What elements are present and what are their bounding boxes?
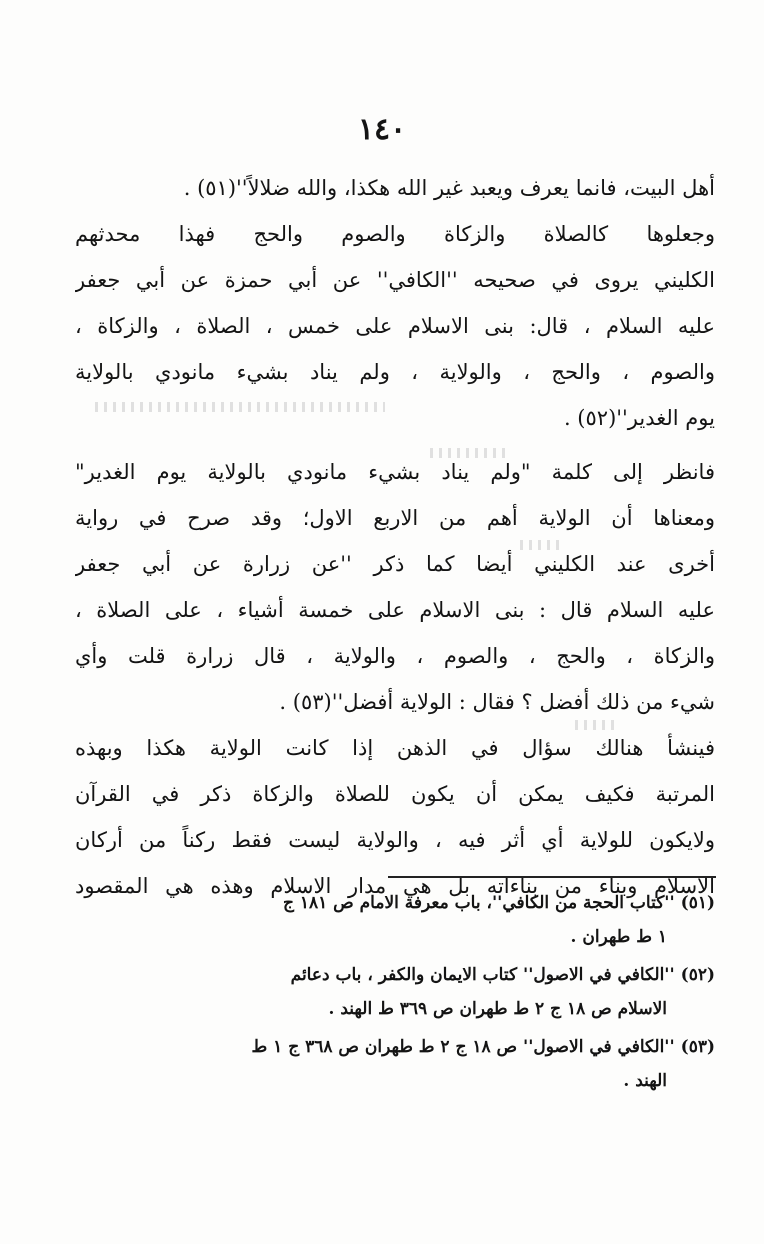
text-line: الكليني يروى في صحيحه ''الكافي'' عن أبي حمزة عن أبي جعفر: [75, 268, 715, 292]
text-line: ومعناها أن الولاية أهم من الاربع الاول؛ وقد صرح في رواية: [75, 506, 715, 530]
footnotes: [75, 886, 715, 1102]
paragraph-4: [75, 725, 715, 909]
text-line: فينشأ هنالك سؤال في الذهن إذا كانت الولاية هكذا وبهذه: [75, 736, 715, 760]
footnote-separator: [388, 876, 716, 878]
text-line: وجعلوها كالصلاة والزكاة والصوم والحج فهذا محدثهم: [75, 222, 715, 246]
text-line: عليه السلام قال : بنى الاسلام على خمسة أشياء ، على الصلاة ،: [75, 598, 715, 622]
text-line: فانظر إلى كلمة "ولم يناد بشيء مانودي بالولاية يوم الغدير": [75, 460, 715, 484]
footnote-53: [75, 1030, 715, 1098]
footnote-51: [75, 886, 715, 954]
footnote-52: [75, 958, 715, 1026]
text-line: ولايكون للولاية أي أثر فيه ، والولاية ليست فقط ركناً من أركان: [75, 828, 715, 852]
main-text: [75, 165, 715, 909]
scan-artifact: [520, 540, 560, 550]
footnote-line: الاسلام ص ١٨ ج ٢ ط طهران ص ٣٦٩ ط الهند .: [328, 999, 667, 1019]
paragraph-gap: [75, 441, 715, 449]
footnote-line: (٥٣) ''الكافي في الاصول'' ص ١٨ ج ٢ ط طهران ص ٣٦٨ ج ١ ط: [251, 1037, 715, 1057]
text-line: والزكاة ، والحج ، والصوم ، والولاية ، قال زرارة قلت وأي: [75, 644, 715, 668]
scan-artifact: [430, 448, 510, 458]
text-line: الاسلام وبناء من بناءاته بل هي مدار الاسلام وهذه هي المقصود: [75, 874, 715, 898]
text-line: أهل البيت، فانما يعرف ويعبد غير الله هكذا، والله ضلالاً''(٥١) .: [183, 176, 715, 200]
scan-artifact: [95, 402, 385, 412]
footnote-line: ١ ط طهران .: [570, 927, 667, 947]
text-line: المرتبة فكيف يمكن أن يكون للصلاة والزكاة ذكر في القرآن: [75, 782, 715, 806]
text-line: والصوم ، والحج ، والولاية ، ولم يناد بشيء مانودي بالولاية: [75, 360, 715, 384]
text-line: عليه السلام ، قال: بنى الاسلام على خمس ، الصلاة ، والزكاة ،: [75, 314, 715, 338]
page-number: ١٤٠: [357, 112, 407, 147]
footnote-line: الهند .: [623, 1071, 667, 1091]
text-line: أخرى عند الكليني أيضا كما ذكر ''عن زرارة عن أبي جعفر: [75, 552, 715, 576]
footnote-line: (٥١) ''كتاب الحجة من الكافي''، باب معرفة الامام ص ١٨١ ج: [282, 893, 715, 913]
text-line: شيء من ذلك أفضل ؟ فقال : الولاية أفضل''(٥٣) .: [279, 690, 715, 714]
paragraph-1: [75, 165, 715, 211]
paragraph-3: [75, 449, 715, 725]
scan-artifact: [575, 720, 620, 730]
footnote-line: (٥٢) ''الكافي في الاصول'' كتاب الايمان والكفر ، باب دعائم: [290, 965, 715, 985]
text-line: يوم الغدير''(٥٢) .: [563, 406, 715, 430]
